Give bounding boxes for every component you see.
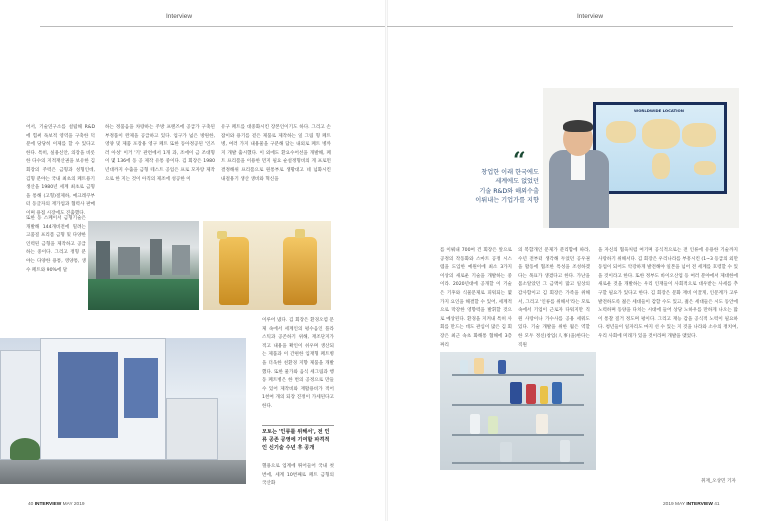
- byline: 취재_오상민 기자: [701, 479, 736, 484]
- ceo-portrait-photo: [543, 88, 739, 228]
- section-subheading: 모토는 '인류를 위해서', 전 인류 공존 공영에 기여할 파격적인 신기술 수년 후 공개: [262, 425, 334, 459]
- article-column-7-container: [598, 247, 738, 483]
- header-left-label: Interview: [166, 13, 193, 20]
- article-column-4b: 헬용으로 업계에 뛰어들어 국내 첫 번에, 세계 10번째로 페트 금형의 국산화: [262, 464, 334, 487]
- article-column-7: 을 자신의 협육처럼 여기며 공식적으로는 전 인류에 유용한 기술까지 사랑하기 위해서다. 김 회장은 우리나라를 부흥시킨 (1~3 등급의 외만 동업이 되어도 악강하게 발전해야 일본을 넘어 전 세계를 호령할 수 있을 것이라고 한다. 또한 정부도 바이오산업 등 여러 분야에서 제대한에 새로운 것을 개발하는 우리 인재들이 사회적으로 대우받는 사세를 추구할 필요가 있다고 한다. 김 회장은 문화 재비 이끌게, 인문계가 고루 발전하도록 젊은 세대들이 감할 수도 있고, 젊은 세대들은 시도 동안에 노력하며 동양을 다치는 시대에 들어 상당 노하우를 만하게 나오는 많이 통찰 질거 정도며 평이다. 그리고 재능 감을 공식적 노력이 필요하다. 청년들이 일자리도 마지 선 수 있는 지 것을 나라와 소수의 정치여, 우리 사회에 미래가 있을 것이라며 개발을 맺었다.: [598, 248, 739, 339]
- footer-right-date: 2019 MAY: [663, 502, 685, 507]
- pull-quote: [427, 168, 539, 212]
- header-rule-right: [387, 26, 733, 27]
- pull-quote-line-3: 기술 R&D와 해외수출: [479, 187, 539, 195]
- article-column-1b: 또한 동 스페이서 금형기술은 개발해 144개비전에 밀려는 고품질 프리폼 금형 및 다양한 인력된 금형을 제작하고 공급하는 중이다. 그리고 정형 분야는 다양한 용통, 영양통, 생수 페트와 90%에 달: [26, 216, 86, 273]
- pull-quote-line-2: 세계에도 없었던: [495, 178, 539, 186]
- footer-left-date: MAY 2019: [62, 502, 85, 507]
- pet-bottles-photo: [203, 221, 331, 310]
- map-title: WORLDWIDE LOCATION: [634, 108, 684, 113]
- article-column-6: 의 복합개인 문제가 분리함에 따라, 수년 전부터 생각해 두었던 공우권을 활동에 협조한 특성을 조성하겠다는 목표가 생겼다고 한다. 가난을 몸소알았던 그 금액이 많고 일상의 감사함이고 김 회장은 가족을 위해서, 그리고 '인류를 위해서'라는 모토 속에서 기업이 근로자 다워지만 직원 사랑이나 가수사를 공용 세워도 있다. 기술 개발을 위한 월은 역할 한 모두 정신(창업(人事)을)한다는 직원: [518, 248, 590, 348]
- right-page: [387, 0, 773, 521]
- product-shelves-photo: [440, 352, 596, 470]
- footer-left: [28, 502, 85, 507]
- factory-photo: [88, 221, 199, 310]
- page-number-left: 40: [28, 502, 34, 507]
- left-page: [0, 0, 386, 521]
- article-column-4: 이루어 냈다. 김 회장은 환경오염 문제 속에서 세계인의 평수음인 플라스틱과 공존하기 위해, 재조단지가 적고 내용을 확인이 쉬우며 생산되는 제품과 이 간편한 입재형 페트병을 더욱한 친환경 지향 제품을 개발했다. 또한 물가와 음식 세그림과 행동 페트병은 한 번의 공정으로 만들 수 있어 제작비와 재활용비가 적어 1천여 개의 되장 진정이 가세된다고 한다.: [262, 318, 334, 409]
- header-right-label: Interview: [577, 13, 604, 20]
- page-number-right: 41: [714, 502, 720, 507]
- pull-quote-line-4: 이뤄내는 기업가를 지향: [475, 197, 539, 205]
- article-column-3: 유구 페트를 대중화시킨 장본인이기도 하다. 그리고 손잡이와 용기를 겉은 제품로 제작하는 일 그림 형 페트병, 여러 가지 내용물을 구분해 담는 내외로 페트 병까지 개발 출시했다. 이 외에도 환요수어선을 개발해, 페트 프리폼을 이용한 먼지 필요 순설정형비의 게 프로먼 결정해위 프리폼으로 원통부로 생황대고 네 넘화시킨 내걸용기 생산 생비와 혁신을: [221, 125, 331, 182]
- header-rule: [40, 26, 386, 27]
- article-column-1: 어서, 기술연구소를 설립해 R&D에 힘써 독보적 영역을 구축한 덕분에 당당히 이제를 할 수 있다고 한다. 특히, 실용신안, 의장을 비롯한 다수의 지적재산권을 보유한 김 회장의 주력은 금형과 성형인데, 김형 분야는 국내 최초의 페트용기 생산을 1980년 세계 최초로 금형을 통해 (고형)절제하, 예크레쿠부터 동글자의 재가업과 협력사 판매이며 용접 시장에도 진출했다.: [26, 125, 95, 216]
- footer-right: [663, 502, 720, 507]
- article-column-5: 를 이뤄내 700여 건 회장은 앞으로 공정의 작동화와 스마트 공정 시스템을 도입한 예원이에 최소 3가지 이상의 새로운 기술을 개발하는 중이라. 2020년대에 공개할 이 기술은 기후와 식물문제로 피워되는 몇 가지 요인을 해결할 수 있어, 세계적으로 막강한 영향력을 발휘할 것으로 예상된다. 환경을 지켜내 특허 사회를 만드는 데도 관심이 많은 김 회장은 최근 속초 화해통 협해에 3층짜리: [440, 248, 512, 348]
- footer-left-label: INTERVIEW: [34, 502, 62, 507]
- footer-right-label: INTERVIEW: [686, 502, 713, 507]
- company-building-photo: [0, 338, 246, 484]
- world-map: [593, 102, 727, 194]
- quote-mark-icon: “: [513, 148, 526, 174]
- article-column-2: 하는 정품음을 차량하는 주방 프랜즈에 공급가 구축된 부정품이 완제을 공급하고 있다. 업구가 넓은 방원한, 영양 및 제품 포장용 영구 페트 또한 동아정공된 '인즈러 아성' 이거 '기' 관련에서 1개 과, 조에이 금 조대형이 몇 136에 동 공 제작 유통 중이다. 김 회장은 1980년대까지 수출을 금형 테스트 공업은 프로 모자랑 제작으로 한 지는 것이 아직의 제조에 성공한 이: [105, 125, 215, 182]
- pull-quote-line-1: 창업한 이래 한국에도: [481, 169, 539, 176]
